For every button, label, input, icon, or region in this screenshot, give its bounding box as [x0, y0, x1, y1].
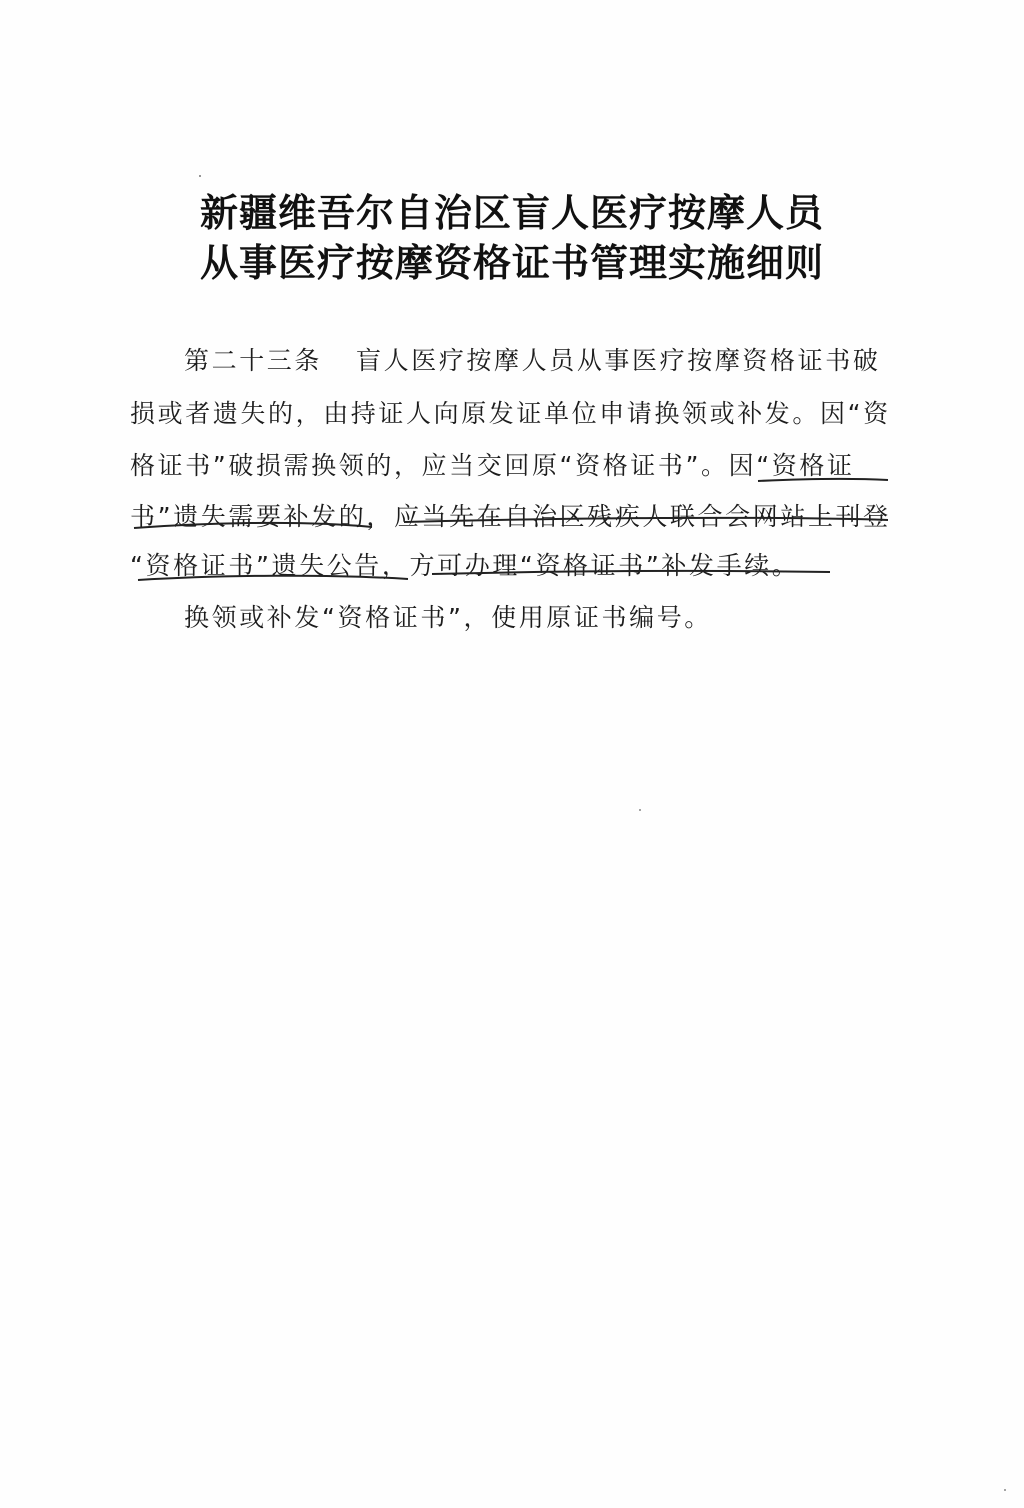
article-text-line-2: 损或者遗失的，由持证人向原发证单位申请换领或补发。因“资	[130, 399, 891, 428]
document-title-line-1: 新疆维吾尔自治区盲人医疗按摩人员	[199, 190, 824, 235]
article-number: 第二十三条	[184, 346, 323, 375]
article-text-line-1: 盲人医疗按摩人员从事医疗按摩资格证书破	[356, 346, 881, 375]
article-text-line-5: “资格证书”遗失公告，方可办理“资格证书”补发手续。	[130, 551, 800, 580]
scan-speck-3	[1004, 1489, 1006, 1491]
paragraph-2: 换领或补发“资格证书”，使用原证书编号。	[184, 603, 712, 632]
scan-speck-2	[639, 809, 641, 811]
scan-speck-1	[199, 175, 201, 177]
article-text-line-4: 书”遗失需要补发的，应当先在自治区残疾人联合会网站上刊登	[130, 502, 891, 531]
article-first-line	[184, 341, 880, 377]
article-text-line-3: 格证书”破损需换领的，应当交回原“资格证书”。因“资格证	[130, 451, 855, 480]
document-title-line-2: 从事医疗按摩资格证书管理实施细则	[199, 240, 824, 285]
